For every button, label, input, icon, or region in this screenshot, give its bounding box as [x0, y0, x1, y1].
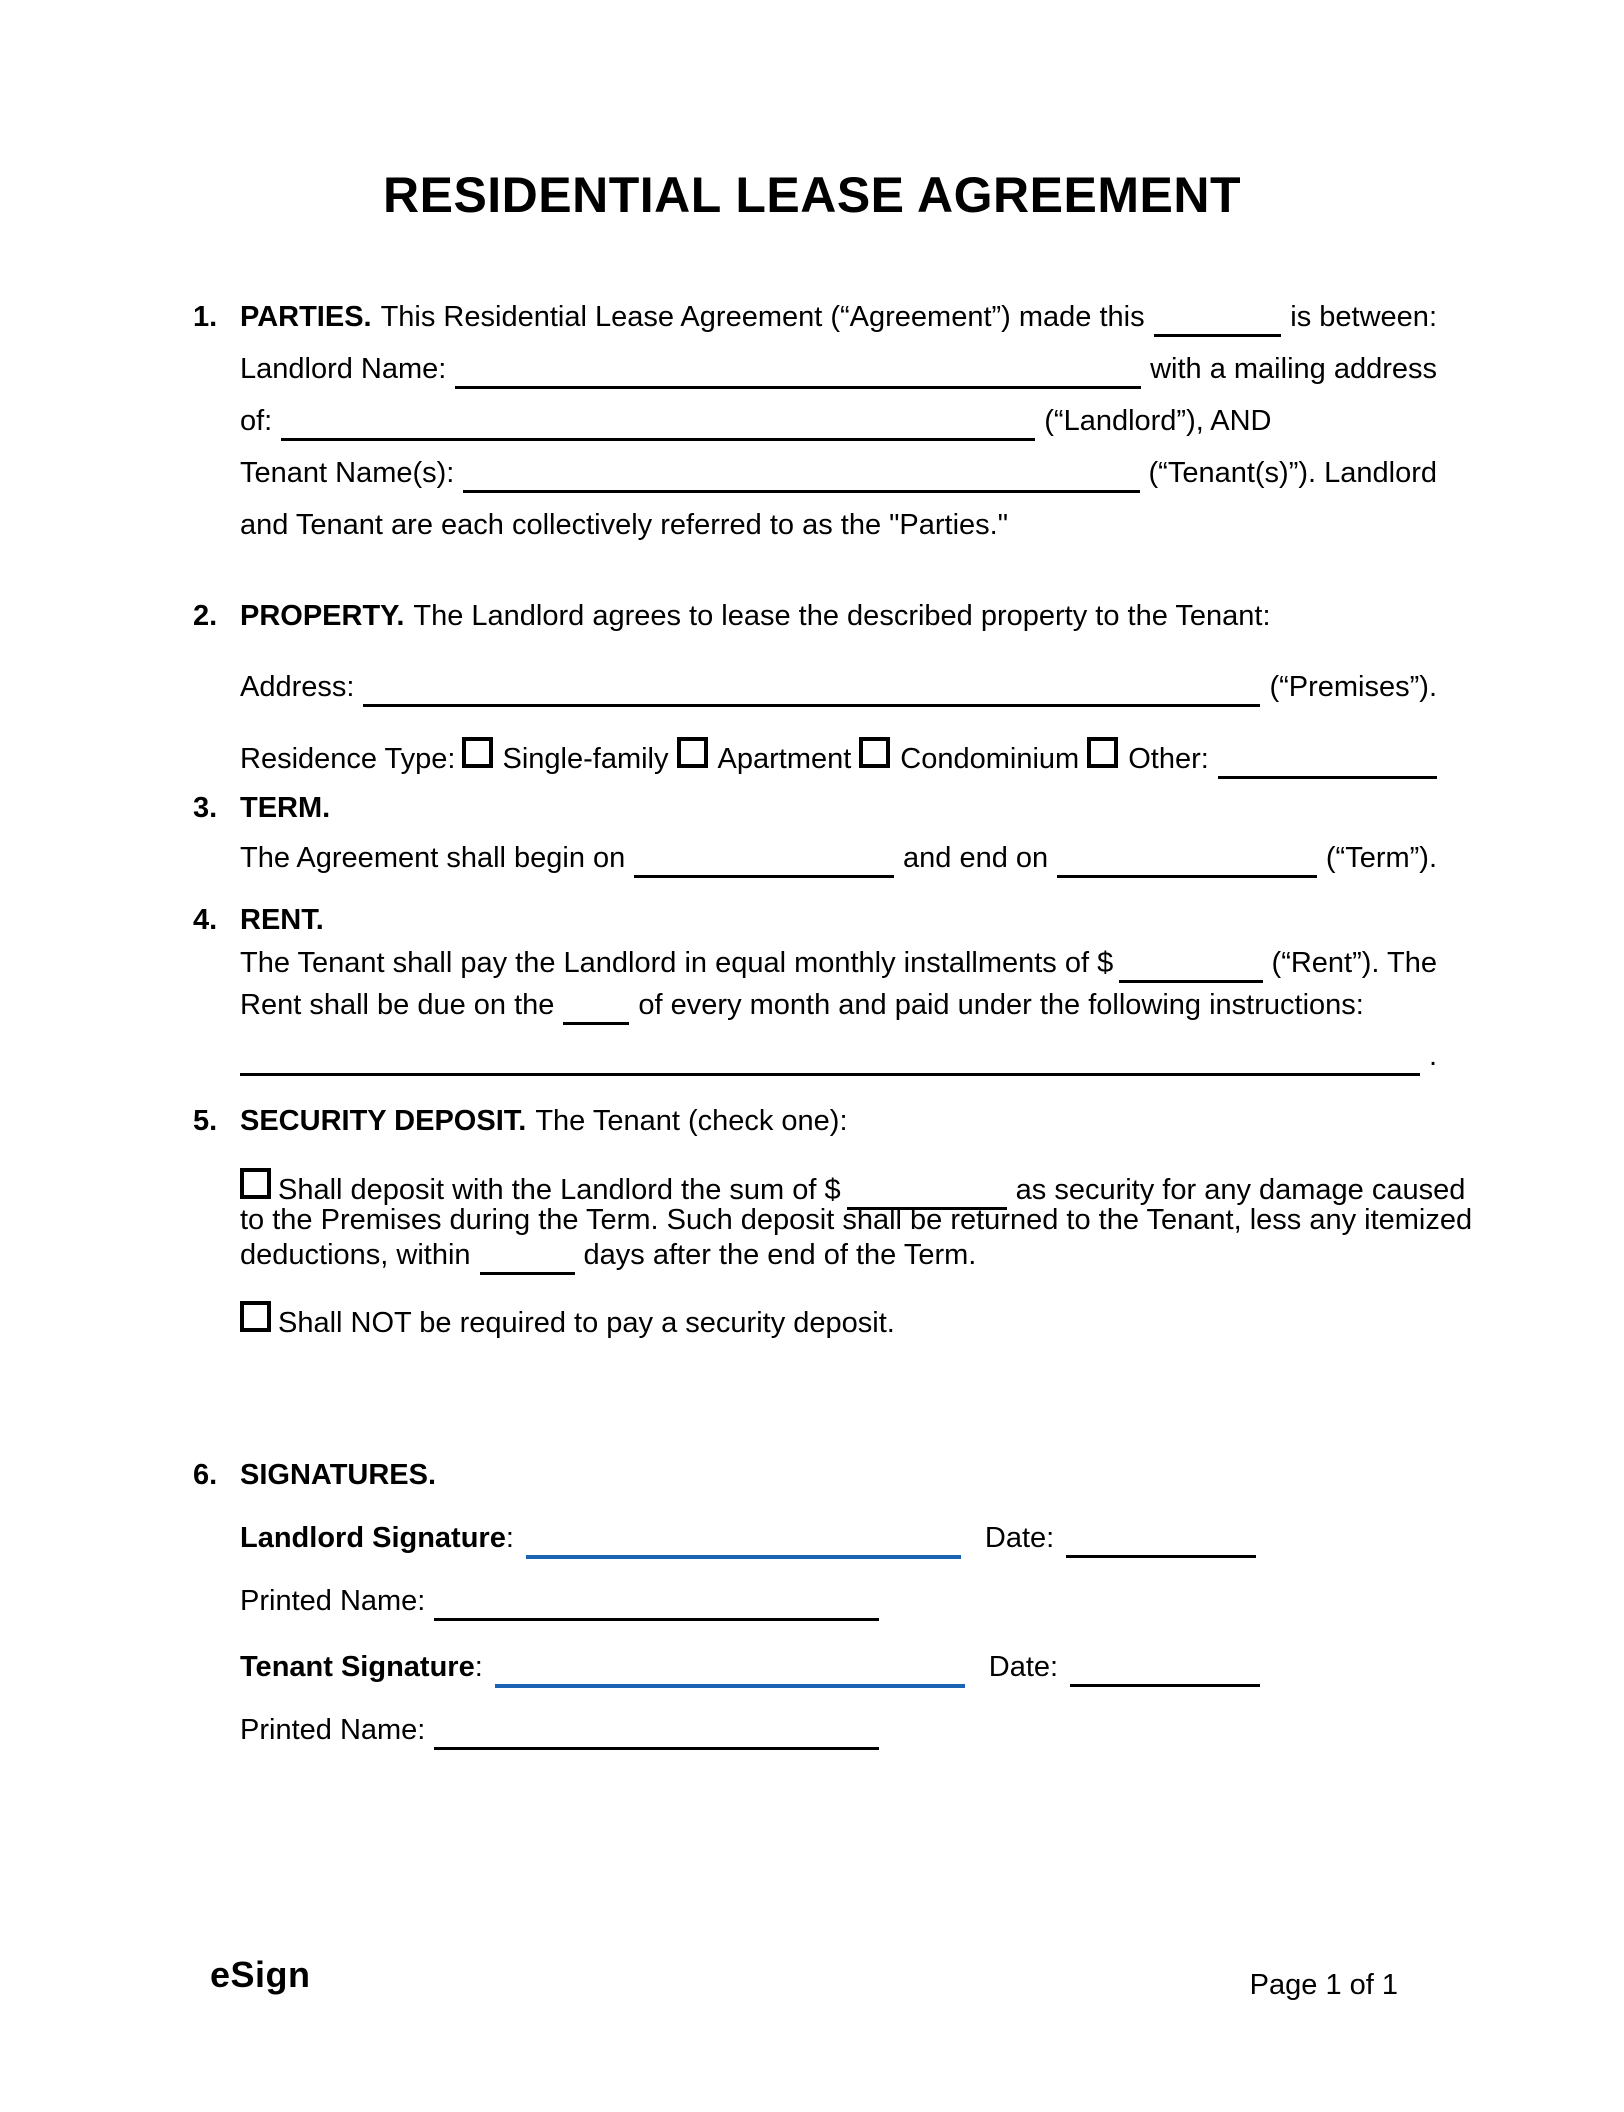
landlord-signature-line — [240, 1521, 1437, 1559]
made-this-date-blank[interactable] — [1154, 300, 1282, 337]
deposit-text-e: days after the end of the Term. — [583, 1239, 977, 1271]
tenant-names-label: Tenant Name(s): — [240, 457, 455, 489]
tenant-date-blank[interactable] — [1070, 1650, 1260, 1687]
apartment-label: Apartment — [717, 743, 852, 775]
section-number: 1. — [193, 301, 218, 333]
term-heading: TERM. — [240, 792, 331, 824]
landlord-signature-label: Landlord Signature — [240, 1522, 506, 1554]
landlord-address-blank[interactable] — [281, 404, 1035, 441]
other-label: Other: — [1128, 743, 1209, 775]
address-label: Address: — [240, 671, 355, 703]
term-end-text: and end on — [903, 842, 1049, 874]
parties-intro-text: This Residential Lease Agreement (“Agreement”) made this — [380, 301, 1145, 333]
instructions-period: . — [1428, 1040, 1437, 1072]
rent-heading: RENT. — [240, 904, 324, 936]
parties-intro-tail: is between: — [1290, 301, 1437, 333]
tenant-signature-label: Tenant Signature — [240, 1651, 475, 1683]
section-number: 5. — [193, 1105, 218, 1137]
mailing-address-text: with a mailing address — [1150, 353, 1437, 385]
deposit-text-c: to the Premises during the Term. Such deposit shall be returned to the Tenant, less any itemized — [240, 1204, 1473, 1236]
deposit-return-days-blank[interactable] — [480, 1238, 575, 1275]
rent-defined-text: (“Rent”). The — [1271, 947, 1437, 979]
landlord-defined-text: (“Landlord”), AND — [1044, 405, 1272, 437]
security-deposit-intro: The Tenant (check one): — [535, 1105, 848, 1137]
parties-closing-text: and Tenant are each collectively referred to as the "Parties." — [240, 509, 1009, 541]
landlord-signature-field[interactable] — [526, 1521, 961, 1559]
property-heading-line — [193, 599, 1437, 633]
label-colon: : — [505, 1522, 514, 1554]
rent-amount-blank[interactable] — [1119, 946, 1262, 983]
label-colon: : — [474, 1651, 483, 1683]
condominium-label: Condominium — [900, 743, 1080, 775]
section-number: 4. — [193, 904, 218, 936]
deposit-option-line-2 — [240, 1203, 1473, 1237]
no-deposit-checkbox[interactable] — [240, 1301, 271, 1332]
deposit-text-d: deductions, within — [240, 1239, 471, 1271]
parties-line-1 — [193, 300, 1437, 337]
rent-due-text: Rent shall be due on the — [240, 989, 555, 1021]
property-address-line — [240, 670, 1437, 707]
payment-instructions-blank[interactable] — [240, 1039, 1420, 1076]
of-label: of: — [240, 405, 273, 437]
no-deposit-text: Shall NOT be required to pay a security deposit. — [278, 1307, 895, 1339]
term-end-date-blank[interactable] — [1057, 841, 1317, 878]
signatures-heading: SIGNATURES. — [240, 1459, 437, 1491]
date-label: Date: — [988, 1651, 1059, 1683]
rent-due-day-blank[interactable] — [563, 988, 629, 1025]
deposit-text-b: as security for any damage caused — [1015, 1174, 1466, 1206]
security-deposit-heading: SECURITY DEPOSIT. — [240, 1105, 527, 1137]
printed-name-label: Printed Name: — [240, 1714, 426, 1746]
landlord-printed-name-line — [240, 1584, 1437, 1621]
tenant-printed-name-line — [240, 1713, 1437, 1750]
page-indicator: Page 1 of 1 — [1249, 1969, 1398, 2001]
rent-amount-text: The Tenant shall pay the Landlord in equal monthly installments of $ — [240, 947, 1114, 979]
security-deposit-heading-line — [193, 1104, 1437, 1138]
term-defined-text: (“Term”). — [1325, 842, 1438, 874]
no-deposit-option-line — [240, 1301, 1437, 1340]
printed-name-label: Printed Name: — [240, 1585, 426, 1617]
condominium-checkbox[interactable] — [859, 737, 890, 768]
esign-logo: eSign — [210, 1954, 311, 1995]
single-family-label: Single-family — [502, 743, 669, 775]
property-heading: PROPERTY. — [240, 600, 405, 632]
other-checkbox[interactable] — [1087, 737, 1118, 768]
shall-deposit-checkbox[interactable] — [240, 1168, 271, 1199]
signatures-heading-line — [193, 1458, 1437, 1492]
landlord-name-label: Landlord Name: — [240, 353, 447, 385]
rent-heading-line — [193, 903, 1437, 937]
landlord-name-blank[interactable] — [455, 352, 1141, 389]
tenant-defined-text: (“Tenant(s)”). Landlord — [1148, 457, 1437, 489]
deposit-option-line-3 — [240, 1238, 1437, 1275]
apartment-checkbox[interactable] — [677, 737, 708, 768]
parties-line-3 — [240, 404, 1437, 441]
landlord-date-blank[interactable] — [1066, 1521, 1256, 1558]
tenant-signature-line — [240, 1650, 1437, 1688]
date-label: Date: — [984, 1522, 1055, 1554]
term-heading-line — [193, 791, 1437, 825]
deposit-text-a: Shall deposit with the Landlord the sum of $ — [278, 1174, 841, 1206]
section-number: 2. — [193, 600, 218, 632]
document-title: RESIDENTIAL LEASE AGREEMENT — [382, 167, 1242, 223]
tenant-names-blank[interactable] — [463, 456, 1139, 493]
premises-defined-text: (“Premises”). — [1269, 671, 1437, 703]
term-dates-line — [240, 841, 1437, 878]
section-number: 3. — [193, 792, 218, 824]
document-body — [193, 0, 1473, 2112]
term-begin-text: The Agreement shall begin on — [240, 842, 626, 874]
tenant-printed-name-blank[interactable] — [434, 1713, 879, 1750]
rent-line-2 — [240, 988, 1437, 1025]
other-residence-blank[interactable] — [1218, 742, 1437, 779]
parties-heading: PARTIES. — [240, 301, 372, 333]
parties-line-4 — [240, 456, 1437, 493]
single-family-checkbox[interactable] — [462, 737, 493, 768]
residence-type-label: Residence Type: — [240, 743, 456, 775]
rent-instructions-line — [240, 1039, 1437, 1076]
premises-address-blank[interactable] — [363, 670, 1260, 707]
parties-line-5 — [240, 508, 1437, 542]
rent-line-1 — [240, 946, 1437, 983]
property-intro-text: The Landlord agrees to lease the described property to the Tenant: — [413, 600, 1271, 632]
term-start-date-blank[interactable] — [634, 841, 894, 878]
parties-line-2 — [240, 352, 1437, 389]
section-number: 6. — [193, 1459, 218, 1491]
rent-instructions-text: of every month and paid under the following instructions: — [638, 989, 1364, 1021]
landlord-printed-name-blank[interactable] — [434, 1584, 879, 1621]
tenant-signature-field[interactable] — [495, 1650, 965, 1688]
residence-type-line — [240, 737, 1437, 779]
